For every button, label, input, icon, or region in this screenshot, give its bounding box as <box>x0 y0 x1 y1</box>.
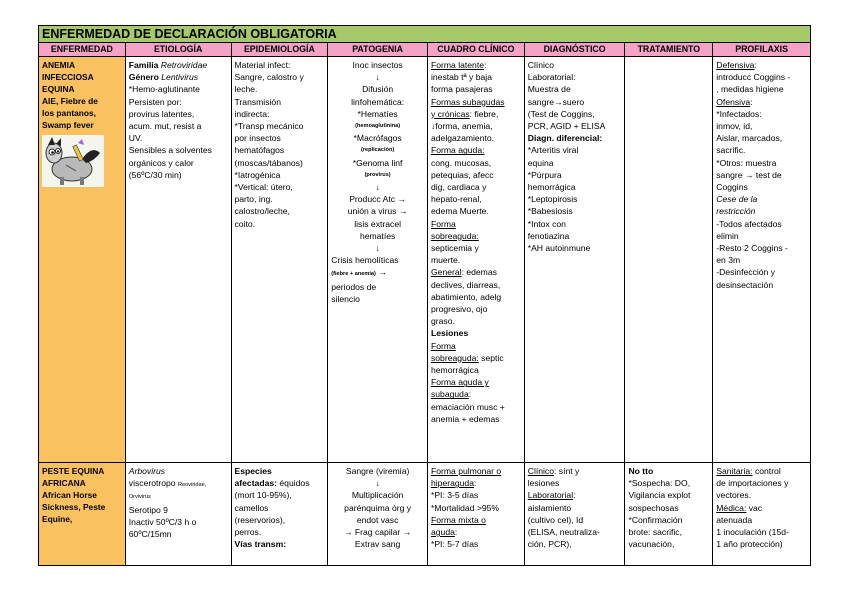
disease-name-line: AIE, Fiebre de <box>42 96 98 106</box>
diagnostico-diferencial-label: Diagn. diferencial: <box>527 133 603 144</box>
lesiones-label: Lesiones <box>430 328 469 339</box>
epidemiologia-line: équidos <box>277 478 310 489</box>
profilaxis-text: : <box>750 96 753 107</box>
profilaxis-text: vectores. <box>716 490 752 501</box>
epidemiologia-line: Material infect: <box>234 60 291 70</box>
cuadro-text: edema Muerte. <box>430 206 489 217</box>
header-diagnostico: DIAGNÓSTICO <box>525 43 626 56</box>
patogenia-line: *Macrófagos <box>353 133 402 144</box>
etiologia-line: UV. <box>128 133 143 144</box>
cuadro-text: petequias, afecc <box>430 169 494 180</box>
header-row <box>39 43 810 57</box>
cuadro-text: ↓forma, anemia, <box>430 121 493 132</box>
diagnostico-line: (ELISA, neutraliza- <box>527 527 600 538</box>
profilaxis-text: sacrific. <box>716 145 746 156</box>
forma-latente-label: Forma latente <box>430 60 485 70</box>
diagnostico-line: aislamiento <box>527 502 572 513</box>
disease-name-line: los pantanos, <box>42 108 96 118</box>
etiologia-line: Inactiv 50ºC/3 h o <box>128 516 197 527</box>
disease-name-line: EQUINA <box>42 84 75 94</box>
profilaxis-text: : <box>754 60 757 70</box>
disease-name-cell <box>39 57 126 462</box>
epidemiologia-line: perros. <box>234 527 262 538</box>
cese-restriccion-label: Cese de la <box>716 194 758 205</box>
etiologia-line: *Hemo-aglutinante <box>128 84 200 95</box>
disease-name-line: ANEMIA <box>42 60 76 70</box>
profilaxis-cell <box>713 463 810 566</box>
medica-label: Médica: <box>716 502 747 513</box>
cuadro-text: hepato-renal, <box>430 194 482 205</box>
cuadro-text: septic <box>478 352 504 363</box>
forma-sobreaguda-label: sobreaguda: <box>430 230 479 241</box>
patogenia-cell <box>328 463 428 566</box>
cuadro-clinico-cell <box>428 463 525 566</box>
epidemiologia-line: coito. <box>234 218 256 229</box>
tratamiento-line: *Sospecha: DO, <box>628 478 691 489</box>
patogenia-line: *Hematíes <box>357 108 398 119</box>
cuadro-text: : edemas <box>461 267 497 278</box>
diagnostico-cell <box>525 57 626 462</box>
cuadro-text: : <box>454 527 458 538</box>
etiologia-line: 60ºC/15mn <box>128 529 172 540</box>
patogenia-line: *Genoma linf <box>352 157 403 168</box>
cuadro-text: cong. mucosas, <box>430 157 492 168</box>
down-arrow: ↓ <box>375 182 380 193</box>
cuadro-text: forma pasajeras <box>430 84 493 95</box>
profilaxis-text: en 3m <box>716 255 741 266</box>
diagnostico-line: *Arteritis viral <box>527 145 579 156</box>
etiologia-line: Serotipo 9 <box>128 504 168 515</box>
forma-aguda-label: Forma aguda: <box>430 145 485 156</box>
epidemiologia-line: (reservorios), <box>234 514 286 525</box>
forma-subaguda-label: Formas subagudas <box>430 96 505 107</box>
profilaxis-text: 1 inoculación (15d- <box>716 527 789 538</box>
disease-name-line: AFRICANA <box>42 478 86 488</box>
diagnostico-line: Laboratorial: <box>527 72 576 83</box>
diagnostico-line: ción, PCR), <box>527 539 572 550</box>
patogenia-line: Inoc insectos <box>352 60 403 70</box>
profilaxis-text: inmov, id, <box>716 121 753 132</box>
epidemiologia-line: hematófagos <box>234 145 285 156</box>
disease-name-line: Equine, <box>42 514 73 524</box>
cuadro-clinico-cell <box>428 57 525 462</box>
patogenia-line: hematíes <box>359 230 396 241</box>
diagnostico-line: hemorrágica <box>527 182 576 193</box>
down-arrow: ↓ <box>375 243 380 254</box>
forma-mixta-label: Forma mixta o <box>430 514 486 525</box>
etiologia-note: Reoviridae, <box>177 482 207 489</box>
profilaxis-text: introducc Coggins - <box>716 72 791 83</box>
epidemiologia-line: (mort 10-95%), <box>234 490 292 501</box>
patogenia-line: lisis extracel <box>354 218 402 229</box>
disease-name-line: PESTE EQUINA <box>42 466 105 476</box>
profilaxis-text: sangre → test de <box>716 169 782 180</box>
laboratorial-label: Laboratorial <box>527 490 574 501</box>
diagnostico-line: Muestra de <box>527 84 571 95</box>
cuadro-text: emaciación musc + <box>430 401 505 412</box>
profilaxis-text: elimin <box>716 230 739 241</box>
etiologia-line: orgánicos y calor <box>128 157 194 168</box>
cuadro-text: hemorrágica <box>430 365 479 376</box>
diagnostico-line: (cultivo cel), Id <box>527 514 584 525</box>
epidemiologia-cell <box>232 57 329 462</box>
afectadas-label: afectadas: <box>234 478 278 489</box>
cuadro-text: adelgazamiento. <box>430 133 495 144</box>
patogenia-line: Crisis hemolíticas <box>331 255 399 266</box>
disease-name-cell <box>39 463 126 566</box>
disease-name-line: Swamp fever <box>42 120 94 130</box>
down-arrow: ↓ <box>375 72 380 83</box>
diagnostico-line: *Intox con <box>527 218 566 229</box>
cuadro-text: : <box>468 389 472 400</box>
diagnostico-line: lesiones <box>527 478 560 489</box>
profilaxis-text: -Todos afectados <box>716 218 782 229</box>
defensiva-label: Defensiva <box>716 60 755 70</box>
patogenia-line: endot vasc <box>356 514 399 525</box>
etiologia-line: acum. mut, resist a <box>128 121 202 132</box>
diagnostico-line: Clínico <box>527 60 555 70</box>
profilaxis-text: -Desinfección y <box>716 267 775 278</box>
tratamiento-cell <box>625 463 713 566</box>
etiologia-line: (56ºC/30 min) <box>128 169 182 180</box>
cuadro-text: anemia + edemas <box>430 413 500 424</box>
familia-value: Retroviridae <box>160 60 208 70</box>
forma-cronica-label: y crónicas <box>430 108 470 119</box>
profilaxis-text: *Otros: muestra <box>716 157 777 168</box>
table-row-pea <box>39 463 810 566</box>
cuadro-text: *PI: 3-5 días <box>430 490 479 501</box>
etiologia-line: Arbovirus <box>128 466 166 476</box>
diagnostico-line: *AH autoinmune <box>527 243 591 254</box>
epidemiologia-line: (moscas/tábanos) <box>234 157 303 168</box>
patogenia-line: Multiplicación <box>351 490 404 501</box>
genero-value: Lentivirus <box>161 72 199 83</box>
ofensiva-label: Ofensiva <box>716 96 751 107</box>
etiologia-cell <box>126 57 232 462</box>
table-title: ENFERMEDAD DE DECLARACIÓN OBLIGATORIA <box>39 26 810 43</box>
etiologia-note: Orvivirus <box>128 494 151 501</box>
cuadro-text: muerte. <box>430 255 461 266</box>
lesion-sobreaguda-label: sobreaguda: <box>430 352 479 363</box>
tratamiento-cell <box>625 57 713 462</box>
lesion-sobreaguda-label: Forma <box>430 340 456 351</box>
diagnostico-line: *Púrpura <box>527 169 562 180</box>
profilaxis-text: vac <box>746 502 763 513</box>
cuadro-text: *Mortalidad >95% <box>430 502 500 513</box>
tratamiento-line: No tto <box>628 466 654 476</box>
cuadro-text: dig, cardiaca y <box>430 182 487 193</box>
profilaxis-text: Coggins <box>716 182 748 193</box>
tratamiento-line: vacunación, <box>628 539 675 550</box>
etiologia-line: Persisten por: <box>128 96 182 107</box>
cuadro-text: : fiebre, <box>469 108 499 119</box>
diagnostico-line: fenotiazina <box>527 230 570 241</box>
profilaxis-text: -Resto 2 Coggins - <box>716 243 788 254</box>
tratamiento-line: Vigilancia explot <box>628 490 691 501</box>
tratamiento-line: *Confirmación <box>628 514 683 525</box>
patogenia-line: silencio <box>331 293 360 304</box>
patogenia-line: Difusión <box>362 84 394 95</box>
epidemiologia-line: *Iatrogénica <box>234 169 281 180</box>
forma-sobreaguda-label: Forma <box>430 218 456 229</box>
epidemiologia-line: *Transp mecánico <box>234 121 304 132</box>
disease-name-line: INFECCIOSA <box>42 72 94 82</box>
epidemiologia-line: calostro/leche, <box>234 206 290 217</box>
diagnostico-line: : sínt y <box>554 466 580 476</box>
profilaxis-text: 1 año protección) <box>716 539 783 550</box>
patogenia-line: unión a virus → <box>347 206 408 217</box>
patogenia-note: (hemoaglutinina) <box>355 123 401 130</box>
epidemiologia-line: parto, ing. <box>234 194 273 205</box>
disease-name-line: Sickness, Peste <box>42 502 106 512</box>
diagnostico-cell <box>525 463 626 566</box>
diagnostico-line: *Babesiosis <box>527 206 573 217</box>
cuadro-text: inestab tª y baja <box>430 72 492 83</box>
lesion-aguda-label: Forma aguda y <box>430 377 489 388</box>
epidemiologia-line: *Vertical: útero, <box>234 182 293 193</box>
forma-pulmonar-label: Forma pulmonar o <box>430 466 502 476</box>
cuadro-text: graso. <box>430 316 455 327</box>
header-etiologia: ETIOLOGÍA <box>126 43 232 56</box>
patogenia-line: linfohemática: <box>351 96 405 107</box>
profilaxis-text: atenuada <box>716 514 753 525</box>
general-label: General <box>430 267 462 278</box>
diagnostico-line: *Leptopirosis <box>527 194 578 205</box>
profilaxis-text: de importaciones y <box>716 478 789 489</box>
etiologia-line: viscerotropo <box>128 478 176 489</box>
profilaxis-text: desinsectación <box>716 279 774 290</box>
etiologia-line: provirus latentes, <box>128 108 195 119</box>
epidemiologia-line: por insectos <box>234 133 281 144</box>
diagnostico-line: PCR, AGID + ELISA <box>527 121 606 132</box>
diagnostico-line: equina <box>527 157 554 168</box>
table-row-aie <box>39 57 810 463</box>
genero-label: Género <box>128 72 159 83</box>
cuadro-text: *PI: 5-7 días <box>430 539 479 550</box>
epidemiologia-cell <box>232 463 329 566</box>
diagnostico-line: : <box>573 490 576 501</box>
tratamiento-line: brote: sacrific, <box>628 527 682 538</box>
header-epidemiologia: EPIDEMIOLOGÍA <box>232 43 329 56</box>
cuadro-text: progresivo, ojo <box>430 304 488 315</box>
epidemiologia-line: leche. <box>234 84 258 95</box>
header-tratamiento: TRATAMIENTO <box>625 43 713 56</box>
profilaxis-text: *Infectados: <box>716 108 762 119</box>
etiologia-cell <box>126 463 232 566</box>
etiologia-line: Sensibles a solventes <box>128 145 212 156</box>
patogenia-note: (replicación) <box>360 147 395 154</box>
patogenia-line: Sangre (viremia) <box>345 466 410 476</box>
patogenia-line: Extrav sang <box>354 539 401 550</box>
patogenia-note: (provirus) <box>364 171 391 178</box>
epidemiologia-line: Sangre, calostro y <box>234 72 304 83</box>
cese-restriccion-label: restricción <box>716 206 756 217</box>
down-arrow: ↓ <box>375 478 380 489</box>
sanitaria-label: Sanitaria: <box>716 466 753 476</box>
especies-label: Especies <box>234 466 272 476</box>
familia-label: Familia <box>128 60 159 70</box>
cartoon-horse-illustration <box>42 135 104 187</box>
patogenia-line: periodos de <box>331 281 377 292</box>
cuadro-text: : <box>484 60 487 70</box>
forma-hiperaguda-label: hiperaguda <box>430 478 474 489</box>
diagnostico-line: sangre→suero <box>527 96 585 107</box>
disease-table <box>38 25 811 566</box>
cuadro-text: declives, diarreas, <box>430 279 501 290</box>
cuadro-text: septicemia y <box>430 243 479 254</box>
patogenia-cell <box>328 57 428 462</box>
clinico-label: Clínico <box>527 466 555 476</box>
profilaxis-cell <box>713 57 810 462</box>
lesion-subaguda-label: subaguda <box>430 389 469 400</box>
profilaxis-text: Aislar, marcados, <box>716 133 783 144</box>
patogenia-line: → Frag capilar → <box>343 527 412 538</box>
header-patogenia: PATOGENIA <box>328 43 428 56</box>
vias-transmision-label: Vías transm: <box>234 539 287 550</box>
epidemiologia-line: Transmisión <box>234 96 281 107</box>
profilaxis-text: , medidas higiene <box>716 84 784 95</box>
profilaxis-text: control <box>752 466 781 476</box>
cuadro-text: : <box>474 478 477 489</box>
patogenia-line: parénquima órg y <box>344 502 412 513</box>
epidemiologia-line: camellos <box>234 502 269 513</box>
patogenia-line: Producc Atc → <box>349 194 407 205</box>
epidemiologia-line: indirecta: <box>234 108 270 119</box>
patogenia-note: (fiebre + anemia) <box>331 271 376 278</box>
forma-aguda-label: aguda <box>430 527 455 538</box>
disease-name-line: African Horse <box>42 490 97 500</box>
header-profilaxis: PROFILAXIS <box>735 44 788 54</box>
diagnostico-line: (Test de Coggins, <box>527 108 595 119</box>
tratamiento-line: sospechosas <box>628 502 679 513</box>
header-enfermedad: ENFERMEDAD <box>39 43 126 56</box>
cuadro-text: abatimiento, adelg <box>430 291 502 302</box>
right-arrow: → <box>378 267 387 278</box>
header-cuadro-clinico: CUADRO CLÍNICO <box>428 43 525 56</box>
